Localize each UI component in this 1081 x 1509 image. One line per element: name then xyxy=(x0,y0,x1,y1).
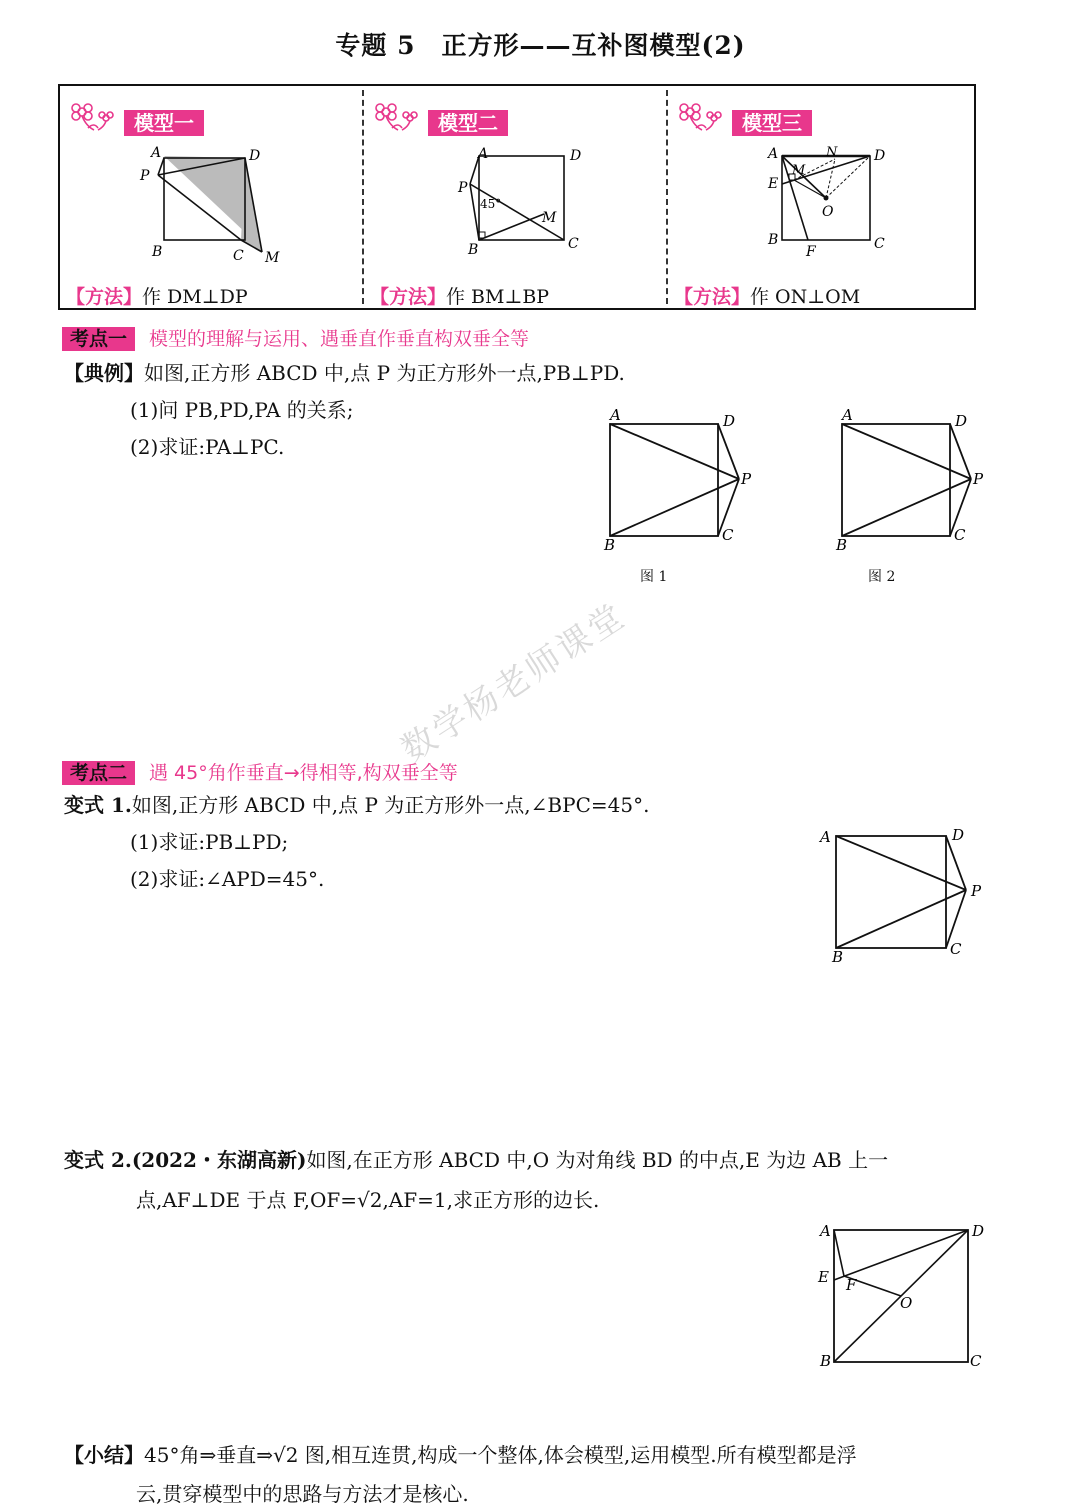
model-two-method: 【方法】作 BM⊥BP xyxy=(370,286,550,308)
example-q1: (1)问 PB,PD,PA 的关系; xyxy=(130,398,354,422)
example-q2: (2)求证:PA⊥PC. xyxy=(130,435,285,459)
page-title: 专题 5 正方形——互补图模型(2) xyxy=(335,31,746,60)
example-figure-2 xyxy=(828,404,998,556)
svg-text:C: C xyxy=(950,940,962,958)
kaodian-one-header xyxy=(62,324,529,351)
svg-text:C: C xyxy=(954,526,966,544)
svg-text:B: B xyxy=(832,948,844,966)
kaodian-one-tag: 考点一 xyxy=(62,327,135,351)
variant-two-figure xyxy=(810,1216,990,1376)
svg-text:C: C xyxy=(722,526,734,544)
flower-icon xyxy=(372,100,432,134)
kaodian-two-header xyxy=(62,758,458,785)
svg-text:F: F xyxy=(806,244,816,259)
model-two xyxy=(364,86,666,308)
variant-one-q1: (1)求证:PB⊥PD; xyxy=(130,830,289,854)
svg-text:B: B xyxy=(836,536,848,554)
svg-text:N: N xyxy=(826,145,838,160)
svg-text:E: E xyxy=(818,1268,829,1286)
svg-text:B: B xyxy=(820,1352,832,1370)
svg-text:A: A xyxy=(610,406,621,424)
svg-text:A: A xyxy=(820,828,831,846)
variant-one-q2: (2)求证:∠APD=45°. xyxy=(130,867,325,891)
svg-text:D: D xyxy=(249,148,261,164)
svg-text:O: O xyxy=(900,1294,913,1312)
summary-line1: 【小结】45°角⇒垂直⇒√2 图,相互连贯,构成一个整体,体会模型,运用模型.所有模型都是浮 xyxy=(64,1443,857,1467)
model-box xyxy=(58,84,976,310)
variant-one-statement: 变式 1.如图,正方形 ABCD 中,点 P 为正方形外一点,∠BPC=45°. xyxy=(64,793,650,817)
model-one-tag: 模型一 xyxy=(124,110,204,136)
svg-text:C: C xyxy=(233,248,244,264)
model-one-method: 【方法】作 DM⊥DP xyxy=(66,286,248,308)
svg-text:A: A xyxy=(478,146,489,162)
summary-line2: 云,贯穿模型中的思路与方法才是核心. xyxy=(136,1482,469,1506)
svg-text:P: P xyxy=(458,180,468,196)
svg-text:C: C xyxy=(874,236,885,252)
svg-text:O: O xyxy=(822,204,834,220)
svg-text:A: A xyxy=(820,1222,831,1240)
model-two-tag: 模型二 xyxy=(428,110,508,136)
model-one xyxy=(60,86,362,308)
variant-two-line2: 点,AF⊥DE 于点 F,OF=√2,AF=1,求正方形的边长. xyxy=(136,1188,600,1212)
svg-text:P: P xyxy=(140,168,150,184)
svg-text:A: A xyxy=(842,406,853,424)
watermark: 数学杨老师课堂 xyxy=(394,595,634,771)
svg-text:P: P xyxy=(741,470,752,488)
svg-text:C: C xyxy=(568,236,579,252)
svg-text:B: B xyxy=(468,242,479,254)
svg-text:B: B xyxy=(152,244,163,260)
svg-text:D: D xyxy=(955,412,968,430)
svg-text:M: M xyxy=(542,210,557,226)
variant-one-figure xyxy=(816,818,996,968)
svg-text:A: A xyxy=(151,145,162,161)
svg-text:D: D xyxy=(723,412,736,430)
svg-text:E: E xyxy=(768,176,779,192)
model-three-tag: 模型三 xyxy=(732,110,812,136)
svg-text:B: B xyxy=(768,232,779,248)
figure-1-caption: 图 1 xyxy=(640,569,668,585)
svg-text:A: A xyxy=(768,146,779,162)
model-two-figure xyxy=(444,144,624,254)
svg-text:45°: 45° xyxy=(480,197,502,211)
svg-text:D: D xyxy=(972,1222,985,1240)
flower-icon xyxy=(68,100,128,134)
example-statement: 【典例】如图,正方形 ABCD 中,点 P 为正方形外一点,PB⊥PD. xyxy=(64,361,625,385)
model-three-figure xyxy=(756,144,926,259)
svg-text:M: M xyxy=(265,250,280,266)
kaodian-two-tag: 考点二 xyxy=(62,761,135,785)
model-one-figure xyxy=(135,144,295,269)
model-three xyxy=(668,86,974,308)
svg-text:P: P xyxy=(971,882,982,900)
svg-text:M: M xyxy=(792,163,806,178)
svg-text:D: D xyxy=(570,148,582,164)
figure-2-caption: 图 2 xyxy=(868,569,896,585)
svg-text:B: B xyxy=(604,536,616,554)
model-three-method: 【方法】作 ON⊥OM xyxy=(674,286,861,308)
svg-text:P: P xyxy=(973,470,984,488)
svg-text:D: D xyxy=(952,826,965,844)
svg-text:D: D xyxy=(874,148,886,164)
variant-two-line1: 变式 2.(2022・东湖高新)如图,在正方形 ABCD 中,O 为对角线 BD 的中点,E 为边 AB 上一 xyxy=(64,1148,889,1172)
example-figure-1 xyxy=(596,404,766,556)
kaodian-one-text: 模型的理解与运用、遇垂直作垂直构双垂全等 xyxy=(149,328,530,350)
svg-text:C: C xyxy=(970,1352,982,1370)
kaodian-two-text: 遇 45°角作垂直→得相等,构双垂全等 xyxy=(149,762,458,784)
flower-icon xyxy=(676,100,736,134)
svg-text:F: F xyxy=(846,1276,857,1294)
